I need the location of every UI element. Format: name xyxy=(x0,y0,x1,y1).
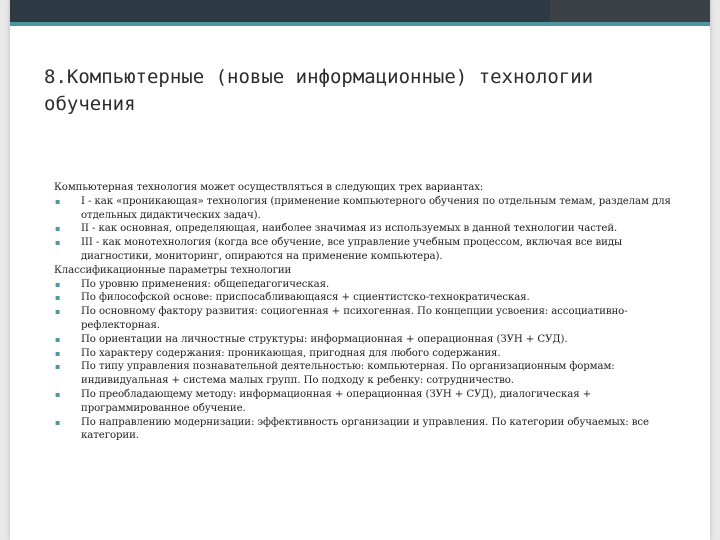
slide-body xyxy=(54,181,694,443)
list-item: ▪ По основному фактору развития: социогенная + психогенная. По концепции усвоения: ассоциативно-рефлекторная. xyxy=(55,306,628,331)
square-bullet-icon: ▪ xyxy=(55,196,61,206)
list-item: ▪ I - как «проникающая» технология (применение компьютерного обучения по отдельным темам, разделам для отдельных дидактических задач). xyxy=(55,195,671,221)
list-item: ▪ По типу управления познавательной деятельностью: компьютерная. По организационным формам: индивидуальная + система малых групп. По подходу к ребенку: сотрудничество. xyxy=(55,361,615,387)
square-bullet-icon: ▪ xyxy=(55,238,61,248)
list-item: ▪ По характеру содержания: проникающая, пригодная для любого содержания. xyxy=(55,347,501,359)
square-bullet-icon: ▪ xyxy=(55,224,61,234)
list-item: ▪ По преобладающему методу: информационная + операционная (ЗУН + СУД), диалогическая + программированное обучение. xyxy=(55,388,592,414)
square-bullet-icon: ▪ xyxy=(55,307,61,317)
slide-title: 8.Компьютерные (новые информационные) технологии обучения xyxy=(44,66,594,115)
variants-list xyxy=(54,195,694,264)
classification-heading: Классификационные параметры технологии xyxy=(54,264,292,276)
parameters-list xyxy=(54,278,694,444)
square-bullet-icon: ▪ xyxy=(55,417,61,427)
list-item: ▪ По направлению модернизации: эффективность организации и управления. По категории обучаемых: все категории. xyxy=(55,416,649,442)
list-item: ▪ II - как основная, определяющая, наиболее значимая из используемых в данной технологии частей. xyxy=(55,223,618,235)
square-bullet-icon: ▪ xyxy=(55,348,61,358)
header-bar xyxy=(10,0,710,22)
accent-line xyxy=(10,22,710,26)
intro-text: Компьютерная технология может осуществляться в следующих трех вариантах: xyxy=(54,182,484,193)
list-item: ▪ По уровню применения: общепедагогическая. xyxy=(55,278,330,290)
list-item: ▪ По ориентации на личностные структуры: информационная + операционная (ЗУН + СУД). xyxy=(55,333,568,345)
square-bullet-icon: ▪ xyxy=(55,334,61,344)
list-item: ▪ III - как монотехнология (когда все обучение, все управление учебным процессом, включая все виды диагностики, мониторинг, опираются на применение компьютера). xyxy=(55,237,622,262)
list-item: ▪ По философской основе: приспосабливающаяся + сциентистско-технократическая. xyxy=(55,292,530,304)
square-bullet-icon: ▪ xyxy=(55,293,61,303)
header-bar-right-segment xyxy=(550,0,710,22)
square-bullet-icon: ▪ xyxy=(55,279,61,289)
slide xyxy=(10,0,710,540)
square-bullet-icon: ▪ xyxy=(55,362,61,372)
square-bullet-icon: ▪ xyxy=(55,389,61,399)
